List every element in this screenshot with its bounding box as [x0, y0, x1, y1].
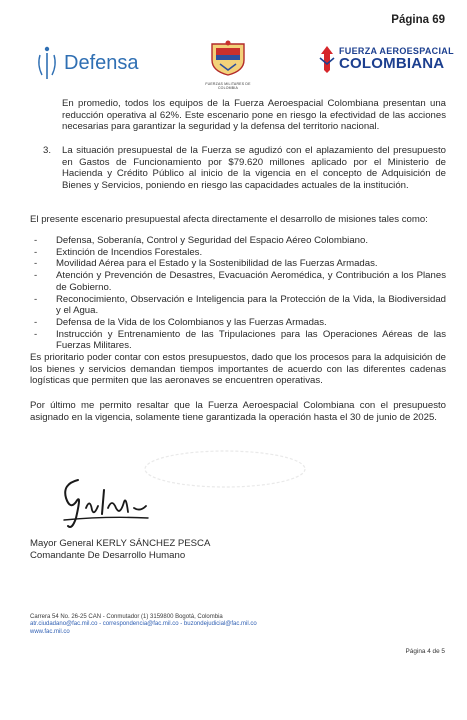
- shield-caption: FUERZAS MILITARES DE COLOMBIA: [205, 82, 251, 90]
- fac-wing-icon: [318, 44, 336, 74]
- list-item: - Instrucción y Entrenamiento de las Tripulaciones para las Operaciones Aéreas de las Fuerzas Militares.: [34, 328, 446, 352]
- fac-wordmark-line1: FUERZA AEROESPACIAL: [339, 46, 454, 56]
- defensa-wordmark: Defensa: [64, 51, 139, 74]
- fac-wordmark-line2: COLOMBIANA: [339, 55, 445, 72]
- footer-website-link[interactable]: www.fac.mil.co: [30, 628, 70, 635]
- signer-title: Comandante De Desarrollo Humano: [30, 550, 186, 561]
- footer-page-number: Página 4 de 5: [405, 648, 445, 655]
- list-item: - Defensa, Soberanía, Control y Seguridad del Espacio Aéreo Colombiano.: [34, 235, 368, 246]
- defensa-emblem-icon: [36, 45, 58, 81]
- list-item: - Atención y Prevención de Desastres, Evacuación Aeromédica, y Contribución a los Planes de Gobierno.: [34, 270, 446, 293]
- item-number: 3.: [43, 145, 52, 156]
- fac-logo: [318, 44, 454, 74]
- page-number-header: Página 69: [391, 14, 445, 26]
- signer-block: [30, 538, 210, 562]
- footer-address: Carrera 54 No. 26-25 CAN - Conmutador (1) 3159800 Bogotá, Colombia: [30, 614, 223, 620]
- military-shield-logo: [200, 40, 256, 90]
- list-item: - Reconocimiento, Observación e Inteligencia para la Protección de la Vida, la Biodiversidad y el Agua.: [34, 293, 446, 317]
- list-item: - Extinción de Incendios Forestales.: [34, 246, 203, 258]
- defensa-logo: [36, 45, 139, 81]
- list-item: - Movilidad Aérea para el Estado y la Sostenibilidad de las Fuerzas Armadas.: [34, 258, 378, 270]
- paragraph-operational-reduction: En promedio, todos los equipos de la Fuerza Aeroespacial Colombiana presentan una reducción operativa al 62%. Este escenario pone en riesgo la efectividad de las acciones necesarias para garantizar la seguridad y la defensa del territorio nacional.: [62, 98, 446, 133]
- handwritten-signature: [56, 468, 196, 534]
- signer-name: Mayor General KERLY SÁNCHEZ PESCA: [30, 538, 211, 549]
- footer-emails[interactable]: atr.ciudadano@fac.mil.co - correspondencia@fac.mil.co - buzondejudicial@fac.mil.co: [30, 621, 257, 628]
- paragraph-closing: Por último me permito resaltar que la Fuerza Aeroespacial Colombiana con el presupuesto asignado en la vigencia, solamente tiene garantizada la operación hasta el 30 de junio de 2025.: [30, 400, 446, 423]
- missions-list: [30, 235, 446, 352]
- shield-icon: [206, 40, 250, 76]
- footer: [30, 614, 257, 636]
- paragraph-priority: Es prioritario poder contar con estos presupuestos, dado que los procesos para la adquisición de los bienes y servicios demandan tiempos importantes de acuerdo con las diferentes cadenas logísticas que permiten que las aeronaves se encuentren operativas.: [30, 352, 446, 387]
- paragraph-missions-intro: El presente escenario presupuestal afecta directamente el desarrollo de misiones tales como:: [30, 214, 428, 225]
- numbered-item-3: [30, 145, 446, 192]
- item-3-text: La situación presupuestal de la Fuerza se agudizó con el aplazamiento del presupuesto en Gastos de Funcionamiento por $79.620 millones aplicado por el Ministerio de Hacienda y Crédito Público al inicio de la vigencia en el concepto de Adquisición de Bienes y Servicios, poniendo en riesgo las capacidades actuales de la institución.: [62, 145, 446, 192]
- list-item: - Defensa de la Vida de los Colombianos y las Fuerzas Armadas.: [34, 316, 327, 328]
